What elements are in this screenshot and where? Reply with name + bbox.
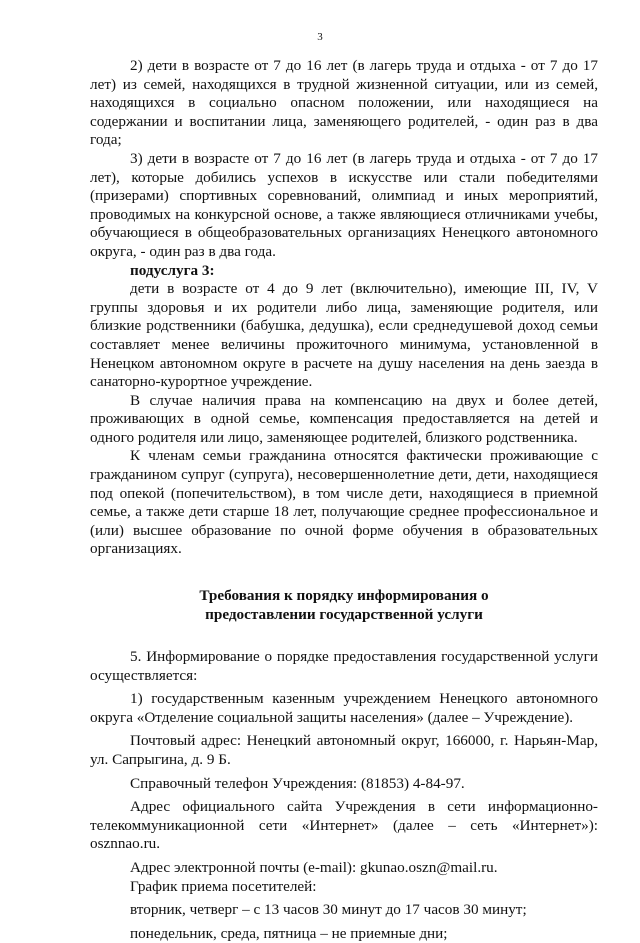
paragraph-item-2: 2) дети в возрасте от 7 до 16 лет (в лагерь труда и отдыха - от 7 до 17 лет) из семей, находящихся в трудной жизненной ситуации, или из семей, находящихся в социально опасном положении, или находящиеся на содержании и воспитании лица, заменяющего родителей, - один раз в два года; xyxy=(90,57,598,149)
paragraph-email: Адрес электронной почты (e-mail): gkunao.oszn@mail.ru. xyxy=(130,858,498,876)
paragraph-schedule-tue-thu: вторник, четверг – с 13 часов 30 минут до 17 часов 30 минут; xyxy=(130,901,527,919)
paragraph-schedule-mon-wed-fri: понедельник, среда, пятница – не приемные дни; xyxy=(130,924,448,942)
paragraph-compensation: В случае наличия права на компенсацию на двух и более детей, проживающих в одной семье, компенсация предоставляется на детей и одного родителя или лицо, заменяющее родителей, близкого родственника. xyxy=(90,391,598,446)
paragraph-item-3: 3) дети в возрасте от 7 до 16 лет (в лагерь труда и отдыха - от 7 до 17 лет), которые добились успехов в искусстве или стали победителями (призерами) спортивных соревнований, олимпиад и иных мероприятий, проводимых на конкурсной основе, а также являющиеся отличниками учебы, обучающиеся в общеобразовательных организациях Ненецкого автономного округа, - один раз в два года. xyxy=(90,149,598,260)
paragraph-phone: Справочный телефон Учреждения: (81853) 4-84-97. xyxy=(130,774,465,792)
paragraph-website: Адрес официального сайта Учреждения в сети информационно-телекоммуникационной сети «Интернет» (далее – сеть «Интернет»): osznnao.ru. xyxy=(90,798,598,853)
subservice-heading: подуслуга 3: xyxy=(130,261,215,279)
paragraph-subservice-3: дети в возрасте от 4 до 9 лет (включительно), имеющие III, IV, V группы здоровья и их родители либо лица, заменяющие родителя, или близкие родственники (бабушка, дедушка), если среднедушевой доход семьи составляет менее величины прожиточного минимума, установленной в Ненецком автономном округе в расчете на душу населения на день заезда в санаторно-курортное учреждение. xyxy=(90,280,598,391)
paragraph-institution: 1) государственным казенным учреждением Ненецкого автономного округа «Отделение социальной защиты населения» (далее – Учреждение). xyxy=(90,690,598,726)
section-title-line-2: предоставлении государственной услуги xyxy=(205,606,483,624)
page-number: 3 xyxy=(317,31,323,43)
paragraph-schedule-heading: График приема посетителей: xyxy=(130,877,317,895)
paragraph-family-members: К членам семьи гражданина относятся фактически проживающие с гражданином супруг (супруга), несовершеннолетние дети, дети, находящиеся под опекой (попечительством), в том числе дети, находящиеся в приемной семье, а также дети старше 18 лет, получающие среднее профессиональное и (или) высшее образование по очной форме обучения в образовательных организациях. xyxy=(90,447,598,558)
section-title xyxy=(90,586,598,624)
paragraph-postal-address: Почтовый адрес: Ненецкий автономный округ, 166000, г. Нарьян-Мар, ул. Сапрыгина, д. 9 Б. xyxy=(90,732,598,768)
section-title-line-1: Требования к порядку информирования о xyxy=(199,587,489,605)
document-body xyxy=(90,57,598,943)
paragraph-informing: 5. Информирование о порядке предоставления государственной услуги осуществляется: xyxy=(90,648,598,684)
